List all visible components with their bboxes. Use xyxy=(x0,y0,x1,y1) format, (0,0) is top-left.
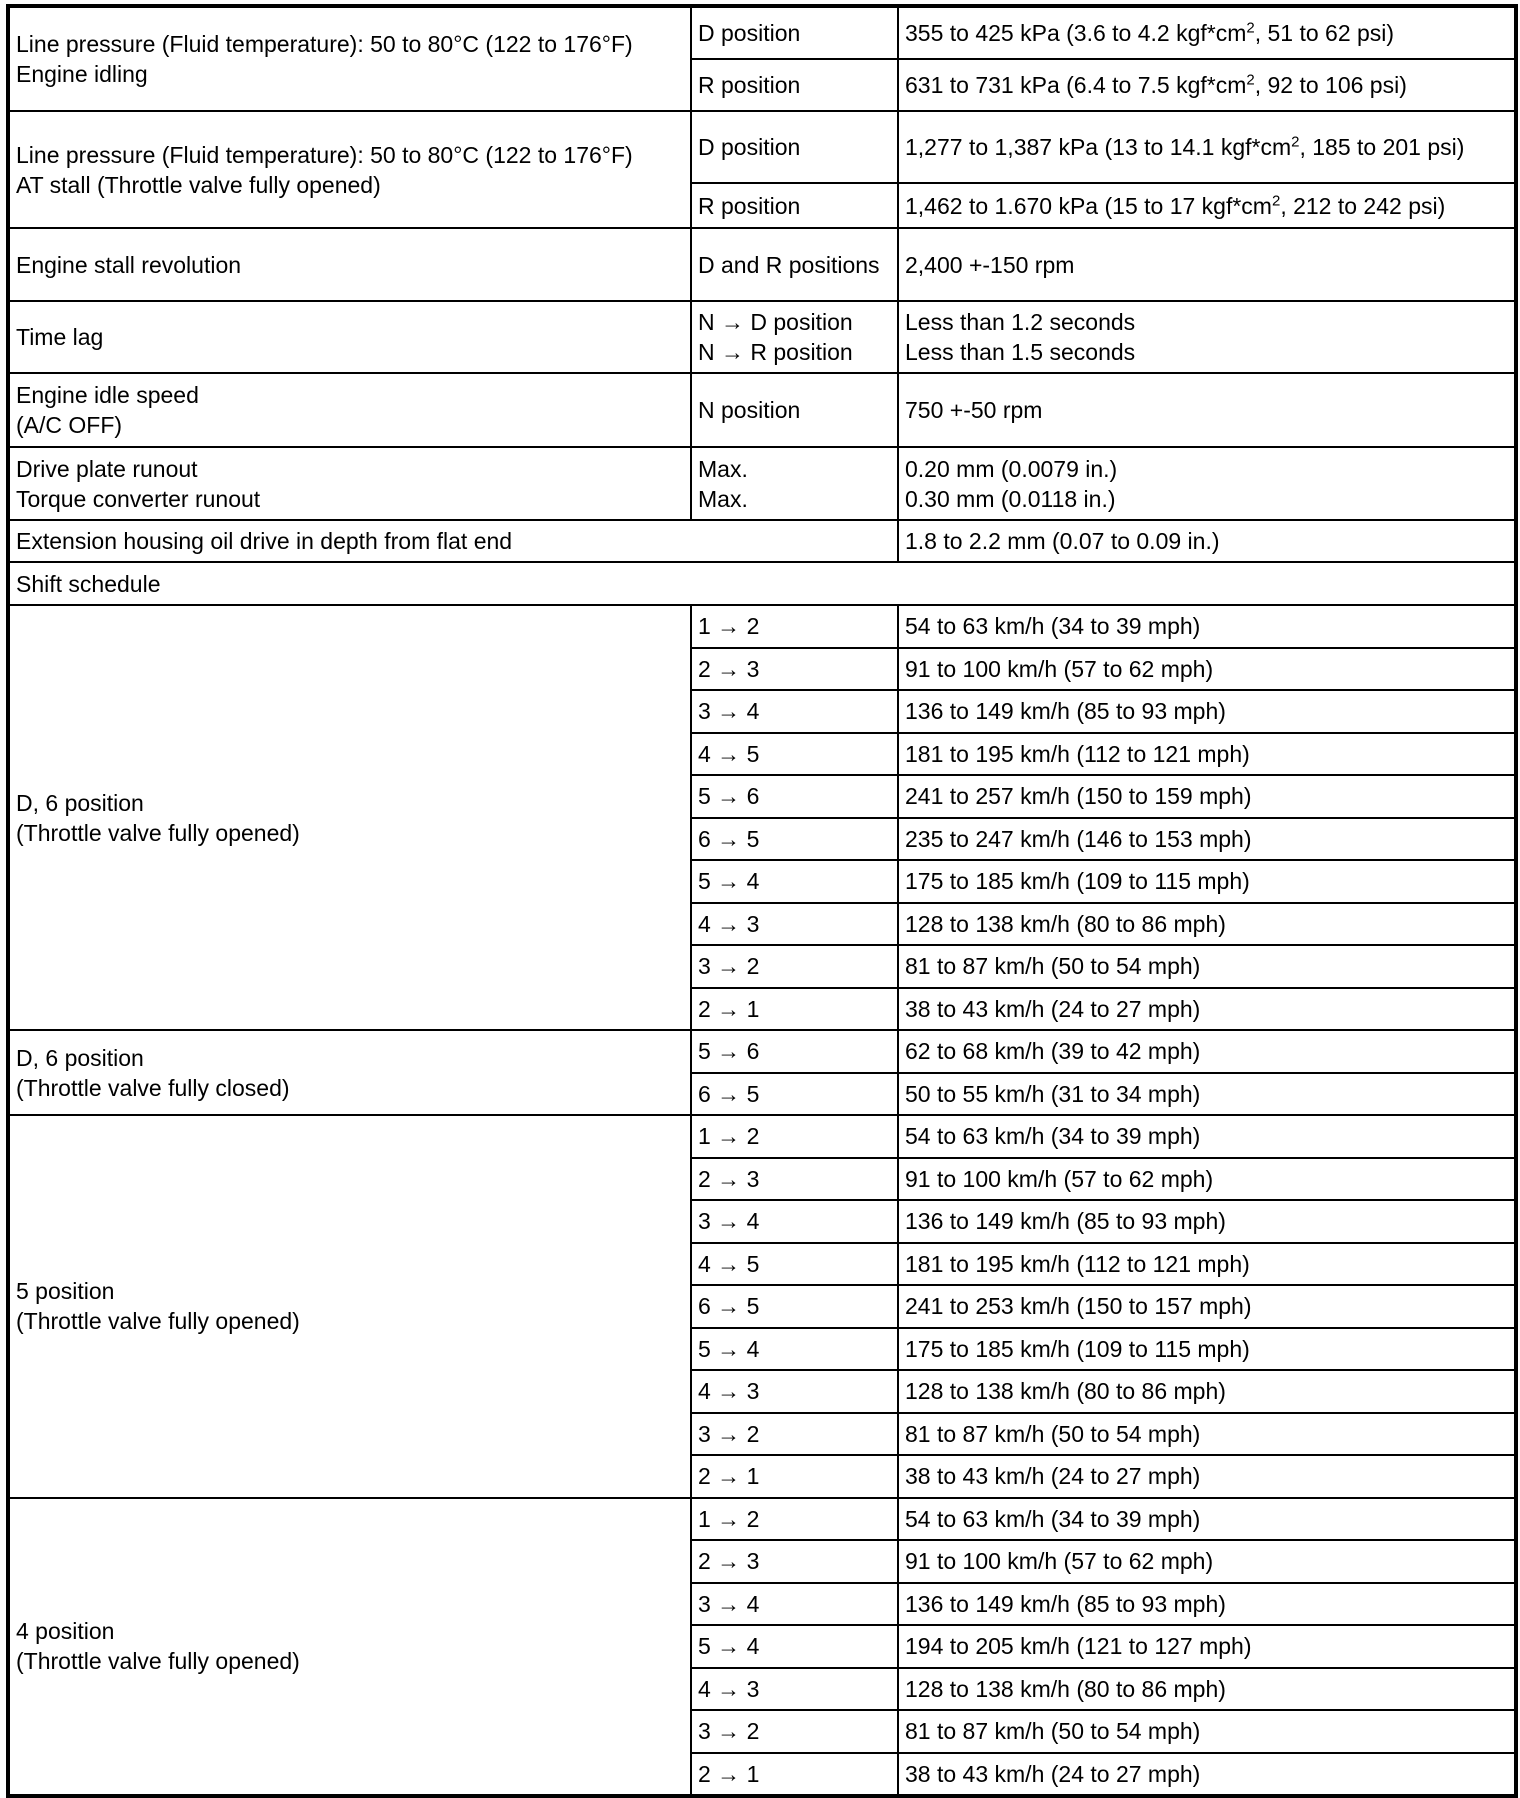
shift-cell: 3 → 4 xyxy=(691,1200,898,1243)
speed-cell: 136 to 149 km/h (85 to 93 mph) xyxy=(898,1200,1515,1243)
table-row xyxy=(9,7,1515,59)
shift-cell: 1 → 2 xyxy=(691,605,898,648)
shift-cell: 4 → 5 xyxy=(691,733,898,776)
shift-cell: 3 → 4 xyxy=(691,1583,898,1626)
speed-cell: 136 to 149 km/h (85 to 93 mph) xyxy=(898,1583,1515,1626)
shift-row xyxy=(9,605,1515,648)
speed-cell: 50 to 55 km/h (31 to 34 mph) xyxy=(898,1073,1515,1116)
speed-cell: 81 to 87 km/h (50 to 54 mph) xyxy=(898,1413,1515,1456)
speed-cell: 241 to 257 km/h (150 to 159 mph) xyxy=(898,775,1515,818)
shift-cell: 2 → 3 xyxy=(691,1158,898,1201)
shift-schedule-header: Shift schedule xyxy=(9,562,1515,605)
shift-cell: 2 → 1 xyxy=(691,1455,898,1498)
shift-cell: 4 → 3 xyxy=(691,903,898,946)
value-cell: 0.20 mm (0.0079 in.) 0.30 mm (0.0118 in.) xyxy=(898,447,1515,520)
value-cell: 631 to 731 kPa (6.4 to 7.5 $kgf*cm^2$, 92 to 106 psi) xyxy=(898,59,1515,111)
value-cell: 1,277 to 1,387 kPa (13 to 14.1 $kgf*cm^2$, 185 to 201 psi) xyxy=(898,111,1515,183)
shift-cell: 3 → 2 xyxy=(691,945,898,988)
shift-cell: 2 → 1 xyxy=(691,1753,898,1796)
shift-cell: 2 → 3 xyxy=(691,648,898,691)
speed-cell: 235 to 247 km/h (146 to 153 mph) xyxy=(898,818,1515,861)
speed-cell: 81 to 87 km/h (50 to 54 mph) xyxy=(898,945,1515,988)
shift-row xyxy=(9,1498,1515,1541)
shift-cell: 5 → 6 xyxy=(691,1030,898,1073)
speed-cell: 54 to 63 km/h (34 to 39 mph) xyxy=(898,1498,1515,1541)
speed-cell: 128 to 138 km/h (80 to 86 mph) xyxy=(898,903,1515,946)
shift-cell: 5 → 4 xyxy=(691,1625,898,1668)
table-row xyxy=(9,111,1515,183)
table-row xyxy=(9,373,1515,447)
value-cell: 1,462 to 1.670 kPa (15 to 17 $kgf*cm^2$, 212 to 242 psi) xyxy=(898,183,1515,228)
speed-cell: 175 to 185 km/h (109 to 115 mph) xyxy=(898,1328,1515,1371)
speed-cell: 91 to 100 km/h (57 to 62 mph) xyxy=(898,648,1515,691)
shift-cell: 3 → 2 xyxy=(691,1710,898,1753)
speed-cell: 128 to 138 km/h (80 to 86 mph) xyxy=(898,1370,1515,1413)
value-cell: 2,400 +-150 rpm xyxy=(898,228,1515,301)
table-row xyxy=(9,562,1515,605)
speed-cell: 181 to 195 km/h (112 to 121 mph) xyxy=(898,733,1515,776)
shift-cell: 2 → 3 xyxy=(691,1540,898,1583)
speed-cell: 81 to 87 km/h (50 to 54 mph) xyxy=(898,1710,1515,1753)
position-cell: D and R positions xyxy=(691,228,898,301)
shift-cell: 1 → 2 xyxy=(691,1115,898,1158)
table-row xyxy=(9,447,1515,520)
line-pressure-idle-label: Line pressure (Fluid temperature): 50 to 80°C (122 to 176°F) Engine idling xyxy=(9,7,691,111)
value-cell: 355 to 425 kPa (3.6 to 4.2 $kgf*cm^2$, 51 to 62 psi) xyxy=(898,7,1515,59)
time-lag-label: Time lag xyxy=(9,301,691,373)
speed-cell: 136 to 149 km/h (85 to 93 mph) xyxy=(898,690,1515,733)
table-row xyxy=(9,301,1515,373)
shift-group-label: 4 position (Throttle valve fully opened) xyxy=(9,1498,691,1796)
specification-table xyxy=(8,6,1516,1796)
position-cell: N → D position N → R position xyxy=(691,301,898,373)
position-cell: N position xyxy=(691,373,898,447)
shift-row xyxy=(9,1115,1515,1158)
shift-cell: 5 → 6 xyxy=(691,775,898,818)
speed-cell: 128 to 138 km/h (80 to 86 mph) xyxy=(898,1668,1515,1711)
table-row xyxy=(9,228,1515,301)
shift-cell: 6 → 5 xyxy=(691,818,898,861)
shift-cell: 5 → 4 xyxy=(691,860,898,903)
speed-cell: 91 to 100 km/h (57 to 62 mph) xyxy=(898,1158,1515,1201)
shift-group-label: 5 position (Throttle valve fully opened) xyxy=(9,1115,691,1498)
shift-cell: 6 → 5 xyxy=(691,1285,898,1328)
position-cell: R position xyxy=(691,59,898,111)
line-pressure-stall-label: Line pressure (Fluid temperature): 50 to 80°C (122 to 176°F) AT stall (Throttle valve fully opened) xyxy=(9,111,691,228)
shift-cell: 6 → 5 xyxy=(691,1073,898,1116)
value-cell: 1.8 to 2.2 mm (0.07 to 0.09 in.) xyxy=(898,520,1515,562)
runout-label: Drive plate runout Torque converter runout xyxy=(9,447,691,520)
speed-cell: 194 to 205 km/h (121 to 127 mph) xyxy=(898,1625,1515,1668)
shift-cell: 4 → 3 xyxy=(691,1668,898,1711)
idle-speed-label: Engine idle speed (A/C OFF) xyxy=(9,373,691,447)
position-cell: D position xyxy=(691,111,898,183)
shift-group-label: D, 6 position (Throttle valve fully opened) xyxy=(9,605,691,1030)
position-cell: D position xyxy=(691,7,898,59)
speed-cell: 54 to 63 km/h (34 to 39 mph) xyxy=(898,605,1515,648)
value-cell: Less than 1.2 seconds Less than 1.5 seconds xyxy=(898,301,1515,373)
shift-group-label: D, 6 position (Throttle valve fully closed) xyxy=(9,1030,691,1115)
shift-cell: 4 → 3 xyxy=(691,1370,898,1413)
speed-cell: 181 to 195 km/h (112 to 121 mph) xyxy=(898,1243,1515,1286)
extension-housing-label: Extension housing oil drive in depth from flat end xyxy=(9,520,898,562)
shift-cell: 2 → 1 xyxy=(691,988,898,1031)
shift-cell: 5 → 4 xyxy=(691,1328,898,1371)
shift-cell: 4 → 5 xyxy=(691,1243,898,1286)
shift-row xyxy=(9,1030,1515,1073)
speed-cell: 175 to 185 km/h (109 to 115 mph) xyxy=(898,860,1515,903)
table-row xyxy=(9,520,1515,562)
position-cell: R position xyxy=(691,183,898,228)
value-cell: 750 +-50 rpm xyxy=(898,373,1515,447)
speed-cell: 91 to 100 km/h (57 to 62 mph) xyxy=(898,1540,1515,1583)
shift-cell: 3 → 2 xyxy=(691,1413,898,1456)
speed-cell: 38 to 43 km/h (24 to 27 mph) xyxy=(898,988,1515,1031)
stall-revolution-label: Engine stall revolution xyxy=(9,228,691,301)
speed-cell: 38 to 43 km/h (24 to 27 mph) xyxy=(898,1455,1515,1498)
speed-cell: 62 to 68 km/h (39 to 42 mph) xyxy=(898,1030,1515,1073)
speed-cell: 241 to 253 km/h (150 to 157 mph) xyxy=(898,1285,1515,1328)
shift-cell: 1 → 2 xyxy=(691,1498,898,1541)
shift-cell: 3 → 4 xyxy=(691,690,898,733)
speed-cell: 38 to 43 km/h (24 to 27 mph) xyxy=(898,1753,1515,1796)
position-cell: Max. Max. xyxy=(691,447,898,520)
speed-cell: 54 to 63 km/h (34 to 39 mph) xyxy=(898,1115,1515,1158)
